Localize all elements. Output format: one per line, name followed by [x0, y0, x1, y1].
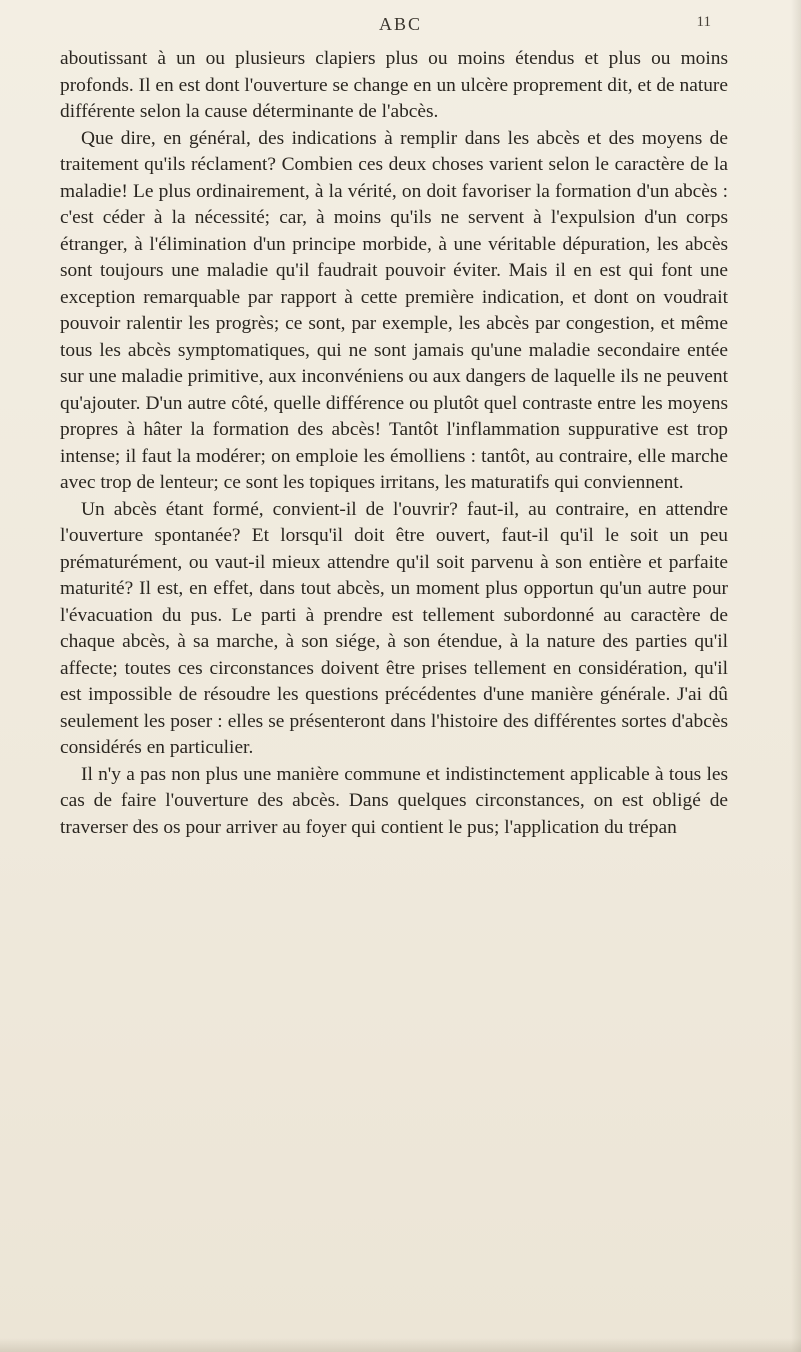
running-title: ABC — [378, 14, 422, 34]
page-bottom-shadow — [0, 1338, 801, 1352]
paragraph-3: Un abcès étant formé, convient-il de l'ouvrir? faut-il, au contraire, en attendre l'ouverture spontanée? Et lorsqu'il doit être ouvert, faut-il qu'il le soit un peu prématurément, ou vaut-il mieux attendre qu'il soit parvenu à son entière et parfaite maturité? Il est, en effet, dans tout abcès, un moment plus opportun qu'un autre pour l'évacuation du pus. Le parti à prendre est tellement subordonné au caractère de chaque abcès, à sa marche, à son siége, à son étendue, à la nature des parties qu'il affecte; toutes ces circonstances doivent être prises tellement en considération, qu'il est impossible de résoudre les questions précédentes d'une manière générale. J'ai dû seulement les poser : elles se présenteront dans l'histoire des différentes sortes d'abcès considérés en particulier. — [60, 498, 728, 758]
paragraph-4: Il n'y a pas non plus une manière commune et indistinctement applicable à tous les cas de faire l'ouverture des abcès. Dans quelques circonstances, on est obligé de traverser des os pour arriver au foyer qui contient le pus; l'application du trépan — [60, 763, 728, 838]
paragraph-1: aboutissant à un ou plusieurs clapiers plus ou moins étendus et plus ou moins profonds. Il en est dont l'ouverture se change en un ulcère proprement dit, et de nature différente selon la cause déterminante de l'abcès. — [60, 48, 728, 122]
body-text — [60, 46, 728, 841]
page-header — [0, 14, 801, 44]
paragraph-2: Que dire, en général, des indications à remplir dans les abcès et des moyens de traitement qu'ils réclament? Combien ces deux choses varient selon le caractère de la maladie! Le plus ordinairement, à la vérité, on doit favoriser la formation d'un abcès : c'est céder à la nécessité; car, à moins qu'ils ne servent à l'expulsion d'un corps étranger, à l'élimination d'un principe morbide, à une véritable dépuration, les abcès sont toujours une maladie qu'il faudrait pouvoir éviter. Mais il en est qui font une exception remarquable par rapport à cette première indication, et dont on voudrait pouvoir ralentir les progrès; ce sont, par exemple, les abcès par congestion, et même tous les abcès symptomatiques, qui ne sont jamais qu'une maladie secondaire entée sur une maladie primitive, aux inconvéniens ou aux dangers de laquelle ils ne peuvent qu'ajouter. D'un autre côté, quelle différence ou plutôt quel contraste entre les moyens propres à hâter la formation des abcès! Tantôt l'inflammation suppurative est trop intense; il faut la modérer; on emploie les émolliens : tantôt, au contraire, elle marche avec trop de lenteur; ce sont les topiques irritans, les maturatifs qui conviennent. — [60, 127, 728, 493]
page-number: 11 — [696, 14, 711, 30]
page-edge-shadow — [791, 0, 801, 1352]
